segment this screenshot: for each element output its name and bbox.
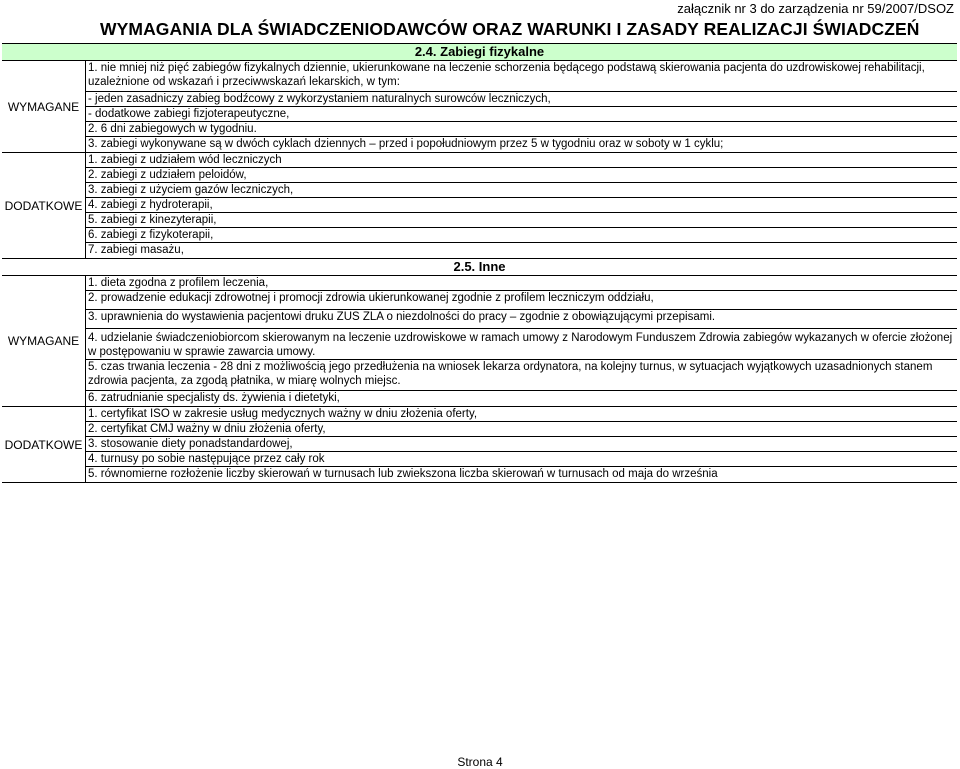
additional-label: DODATKOWE [2,153,86,258]
section-heading-zabiegi: 2.4. Zabiegi fizykalne [2,44,957,61]
section2-additional-group [2,407,957,483]
list-item: - jeden zasadniczy zabieg bodźcowy z wykorzystaniem naturalnych surowców leczniczych, [86,92,957,107]
section2-required-group [2,276,957,407]
annex-reference: załącznik nr 3 do zarządzenia nr 59/2007/DSOZ [677,1,954,16]
list-item: 5. równomierne rozłożenie liczby skierowań w turnusach lub zwiekszona liczba skierowań w turnusach od maja do września [88,468,718,480]
list-item: 2. certyfikat CMJ ważny w dniu złożenia oferty, [86,422,957,437]
required-label: WYMAGANE [2,276,86,406]
list-item: 3. zabiegi wykonywane są w dwóch cyklach dziennych – przed i popołudniowym przez 5 w tygodniu oraz w soboty w 1 cyklu; [88,138,724,150]
list-item: 2. zabiegi z udziałem peloidów, [86,168,957,183]
additional-label: DODATKOWE [2,407,86,482]
page-number: Strona 4 [457,755,503,769]
list-item: 3. stosowanie diety ponadstandardowej, [86,437,957,452]
additional-items [86,407,957,482]
list-item: 1. dieta zgodna z profilem leczenia, [86,276,957,291]
list-item: 3. zabiegi z użyciem gazów leczniczych, [86,183,957,198]
list-item: 3. uprawnienia do wystawienia pacjentowi druku ZUS ZLA o niezdolności do pracy – zgodnie z obowiązującymi przepisami. [86,310,957,329]
list-item: 6. zatrudnianie specjalisty ds. żywienia i dietetyki, [88,392,340,404]
list-item: 4. zabiegi z hydroterapii, [86,198,957,213]
list-item: 1. certyfikat ISO w zakresie usług medycznych ważny w dniu złożenia oferty, [86,407,957,422]
list-item: 5. zabiegi z kinezyterapii, [86,213,957,228]
list-item: 1. nie mniej niż pięć zabiegów fizykalnych dziennie, ukierunkowane na leczenie schorzenia będącego podstawą skierowania pacjenta do uzdrowiskowej rehabilitacji, uzależnione od wskazań i przeciwwskazań lekarskich, w tym: [86,61,957,92]
list-item: 2. prowadzenie edukacji zdrowotnej i promocji zdrowia ukierunkowanej zgodnie z profilem leczniczym oddziału, [86,291,957,310]
list-item: 2. 6 dni zabiegowych w tygodniu. [86,122,957,137]
list-item: 4. turnusy po sobie następujące przez cały rok [86,452,957,467]
section-heading-inne: 2.5. Inne [2,259,957,276]
section1-additional-group [2,153,957,259]
required-items [86,276,957,406]
document-title: WYMAGANIA DLA ŚWIADCZENIODAWCÓW ORAZ WARUNKI I ZASADY REALIZACJI ŚWIADCZEŃ [100,19,920,39]
additional-items [86,153,957,258]
required-label: WYMAGANE [2,61,86,152]
list-item: - dodatkowe zabiegi fizjoterapeutyczne, [86,107,957,122]
list-item: 7. zabiegi masażu, [88,244,184,256]
section1-required-group [2,61,957,153]
required-items [86,61,957,152]
list-item: 5. czas trwania leczenia - 28 dni z możliwością jego przedłużenia na wniosek lekarza ordynatora, na kolejny turnus, w sytuacjach wyjątkowych uzasadnionych stanem zdrowia pacjenta, za zgodą płatnika, w miarę wolnych miejsc. [86,360,957,391]
list-item: 1. zabiegi z udziałem wód leczniczych [86,153,957,168]
requirements-table [2,43,957,483]
list-item: 4. udzielanie świadczeniobiorcom skierowanym na leczenie uzdrowiskowe w ramach umowy z Narodowym Funduszem Zdrowia zabiegów wykazanych w ofercie złożonej w postępowaniu w sprawie zawarcia umowy. [86,329,957,360]
list-item: 6. zabiegi z fizykoterapii, [86,228,957,243]
